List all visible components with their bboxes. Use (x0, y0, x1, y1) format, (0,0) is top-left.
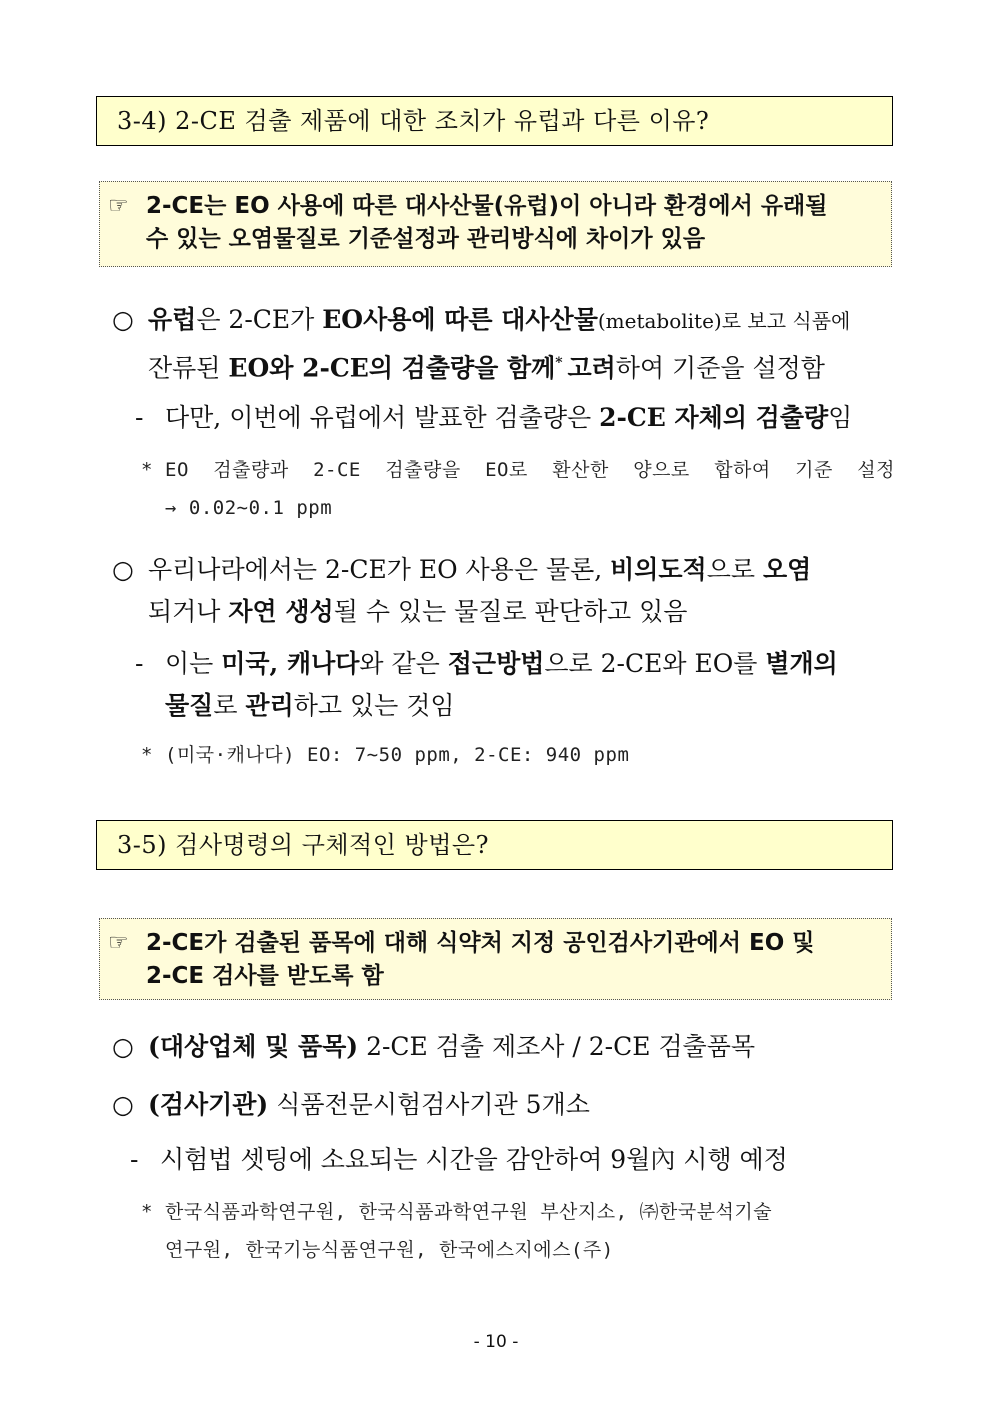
summary-line: 2-CE가 검출된 품목에 대해 식약처 지정 공인검사기관에서 EO 및 (146, 930, 815, 956)
summary-line: 2-CE는 EO 사용에 따른 대사산물(유럽)이 아니라 환경에서 유래될 (146, 193, 828, 219)
paragraph-eu-approach (148, 299, 896, 389)
bold-text: (검사기관) (148, 1090, 269, 1119)
summary-line: 수 있는 오염물질로 기준설정과 관리방식에 차이가 있음 (146, 226, 706, 252)
note-star: * (141, 744, 153, 766)
text: 2-CE 검출 제조사 / 2-CE 검출품목 (358, 1032, 756, 1061)
dash-bullet: - (135, 403, 144, 432)
text: 은 2-CE가 (196, 305, 323, 334)
bold-text: 별개의 (765, 649, 838, 678)
bold-text: 유럽 (148, 305, 197, 334)
dash-bullet: - (130, 1145, 139, 1174)
summary-box-3-5 (99, 918, 892, 1000)
circle-bullet: ○ (112, 555, 134, 584)
text: 하여 기준을 설정함 (615, 353, 825, 383)
text: 와 같은 (359, 649, 448, 678)
note-line: EO 검출량과 2-CE 검출량을 EO로 환산한 양으로 합하여 기준 설정 (165, 459, 895, 481)
sub-point-eu-detection (165, 397, 900, 439)
summary-line: 2-CE 검사를 받도록 함 (146, 963, 384, 989)
footnote-mark: * (555, 355, 568, 371)
text: 다만, 이번에 유럽에서 발표한 검출량은 (165, 403, 600, 432)
text: 임 (828, 403, 853, 432)
bold-text: 오염 (762, 555, 812, 584)
paragraph-target-companies (148, 1026, 896, 1068)
bold-text: 비의도적 (610, 555, 707, 584)
bold-text: 고려 (567, 353, 616, 383)
text: 로 (213, 691, 246, 720)
sub-point-schedule: 시험법 셋팅에 소요되는 시간을 감안하여 9월內 시행 예정 (160, 1145, 788, 1174)
footnote-us-canada: (미국·캐나다) EO: 7∼50 ppm, 2-CE: 940 ppm (165, 744, 630, 766)
sub-point-us-canada (165, 643, 897, 727)
bold-text: 2-CE 자체의 검출량 (599, 403, 829, 432)
bold-text: EO사용에 따른 대사산물 (322, 305, 598, 334)
page-number: - 10 - (473, 1332, 519, 1352)
text: 하고 있는 것임 (293, 691, 455, 720)
bold-text: 자연 생성 (228, 597, 334, 626)
footnote-eu (165, 451, 895, 527)
note-line: 한국식품과학연구원, 한국식품과학연구원 부산지소, ㈜한국분석기술 (165, 1201, 773, 1223)
footnote-agency-list (165, 1193, 895, 1269)
pointing-hand-icon: ☞ (108, 930, 129, 956)
text: 우리나라에서는 2-CE가 EO 사용은 물론, (148, 555, 611, 584)
circle-bullet: ○ (112, 1090, 134, 1119)
summary-box-3-4 (99, 181, 892, 267)
pointing-hand-icon: ☞ (108, 193, 129, 219)
paragraph-korea-approach (148, 549, 896, 633)
note-line: 연구원, 한국기능식품연구원, 한국에스지에스(주) (165, 1239, 614, 1261)
text: (metabolite)로 보고 식품에 (597, 309, 851, 333)
text: 될 수 있는 물질로 판단하고 있음 (333, 597, 688, 626)
text: 식품전문시험검사기관 5개소 (268, 1090, 590, 1119)
bold-text: 관리 (245, 691, 294, 720)
circle-bullet: ○ (112, 1032, 134, 1061)
circle-bullet: ○ (112, 305, 134, 334)
dash-bullet: - (135, 649, 144, 678)
note-line: → 0.02∼0.1 ppm (165, 497, 333, 519)
paragraph-testing-agencies (148, 1084, 896, 1126)
bold-text: (대상업체 및 품목) (148, 1032, 359, 1061)
text: 되거나 (148, 597, 229, 626)
note-star: * (141, 1201, 153, 1223)
bold-text: 물질 (165, 691, 214, 720)
note-star: * (141, 459, 153, 481)
section-title-3-5: 3-5) 검사명령의 구체적인 방법은? (96, 820, 893, 870)
text: 잔류된 (148, 353, 229, 383)
bold-text: EO와 2-CE의 검출량을 함께 (228, 353, 556, 383)
bold-text: 접근방법 (447, 649, 545, 678)
text: 이는 (165, 649, 222, 678)
text: 으로 (706, 555, 763, 584)
section-title-3-4: 3-4) 2-CE 검출 제품에 대한 조치가 유럽과 다른 이유? (96, 96, 893, 146)
text: 으로 2-CE와 EO를 (544, 649, 766, 678)
bold-text: 미국, 캐나다 (221, 649, 360, 678)
